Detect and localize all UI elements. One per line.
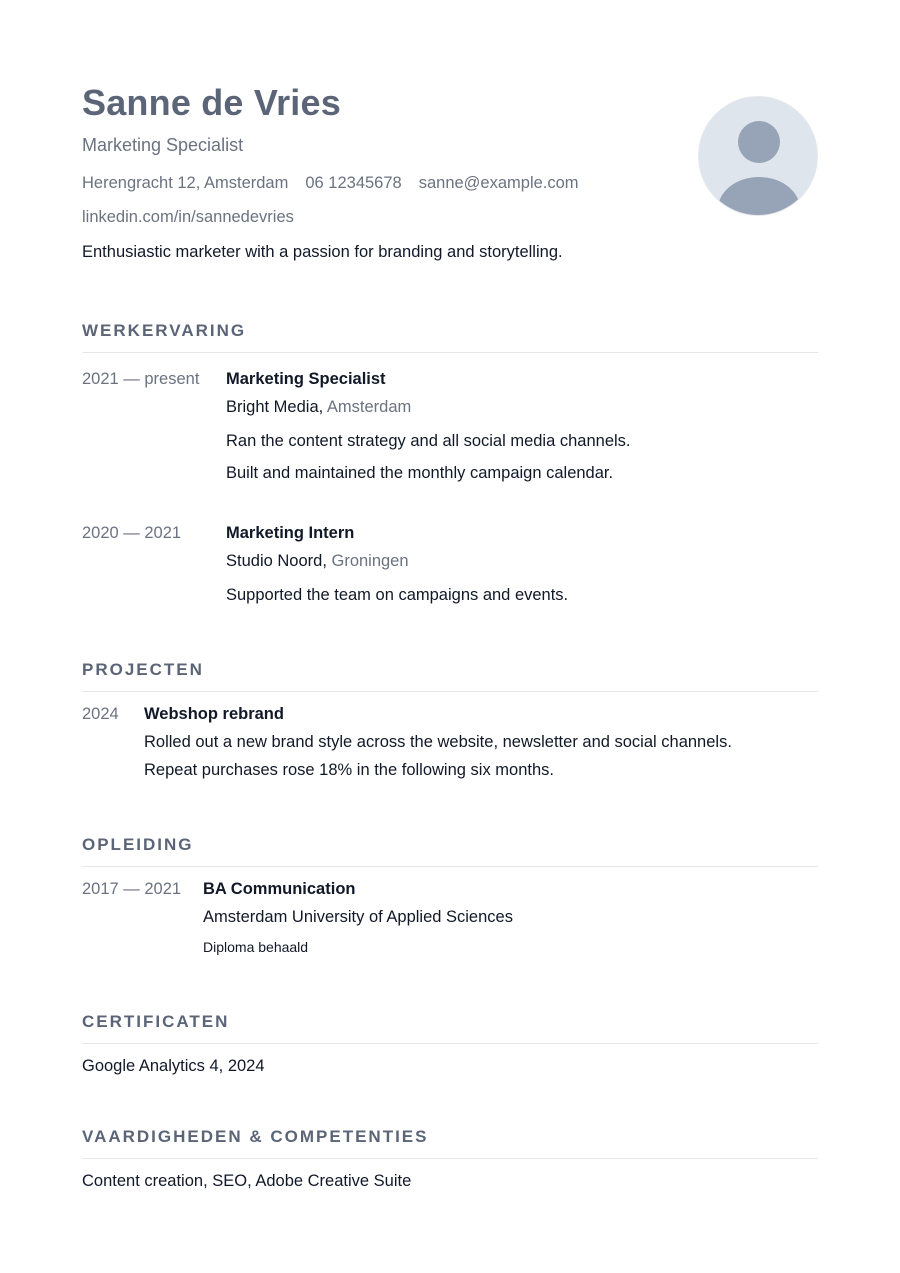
entry-period: 2021 — present [82, 370, 200, 388]
entry-period: 2020 — 2021 [82, 524, 182, 542]
entry-body [226, 521, 568, 607]
education-note: Diploma behaald [203, 939, 309, 955]
degree: BA Communication [203, 880, 356, 898]
project-description-line: Rolled out a new brand style across the website, newsletter and social channels. [144, 733, 732, 751]
company-city: Amsterdam [326, 398, 412, 416]
project-year: 2024 [82, 705, 119, 723]
experience-entry [82, 367, 818, 485]
address: Herengracht 12, Amsterdam [82, 174, 289, 192]
education-entry [82, 877, 818, 959]
project-title: Webshop rebrand [144, 705, 284, 723]
company-name: Studio Noord [226, 552, 323, 570]
section-title-projects: PROJECTEN [82, 659, 818, 692]
skills-section [82, 1126, 818, 1193]
project-entry [82, 702, 818, 782]
phone: 06 12345678 [305, 174, 402, 192]
linkedin-url: linkedin.com/in/sannedevries [82, 208, 294, 226]
entry-body [144, 702, 732, 782]
entry-body [226, 367, 631, 485]
section-title-certificates: CERTIFICATEN [82, 1011, 818, 1044]
section-title-education: OPLEIDING [82, 834, 818, 867]
job-description-line: Built and maintained the monthly campaign calendar. [226, 464, 614, 482]
school: Amsterdam University of Applied Sciences [203, 908, 513, 926]
education-section [82, 834, 818, 959]
education-period: 2017 — 2021 [82, 880, 182, 898]
job-description-line: Supported the team on campaigns and events. [226, 586, 569, 604]
experience-entry [82, 521, 818, 607]
job-company: Bright Media, Amsterdam [226, 398, 412, 416]
candidate-name: Sanne de Vries [82, 82, 341, 123]
user-silhouette-icon [699, 97, 818, 216]
company-name: Bright Media [226, 398, 319, 416]
section-title-experience: WERKERVARING [82, 320, 818, 353]
job-title: Marketing Specialist [226, 370, 386, 388]
candidate-role: Marketing Specialist [82, 135, 244, 155]
projects-section [82, 659, 818, 782]
avatar [698, 96, 818, 216]
job-description-line: Ran the content strategy and all social media channels. [226, 432, 631, 450]
email: sanne@example.com [418, 174, 579, 192]
profile-summary: Enthusiastic marketer with a passion for branding and storytelling. [82, 243, 563, 261]
job-company: Studio Noord, Groningen [226, 552, 409, 570]
company-city: Groningen [331, 552, 409, 570]
certificate-text: Google Analytics 4, 2024 [82, 1057, 265, 1075]
experience-section [82, 320, 818, 607]
resume-header [82, 0, 818, 240]
skills-text: Content creation, SEO, Adobe Creative Suite [82, 1172, 412, 1190]
project-description-line: Repeat purchases rose 18% in the following six months. [144, 761, 554, 779]
entry-body [203, 877, 513, 959]
section-title-skills: VAARDIGHEDEN & COMPETENTIES [82, 1126, 818, 1159]
job-title: Marketing Intern [226, 524, 355, 542]
certificates-section [82, 1011, 818, 1078]
